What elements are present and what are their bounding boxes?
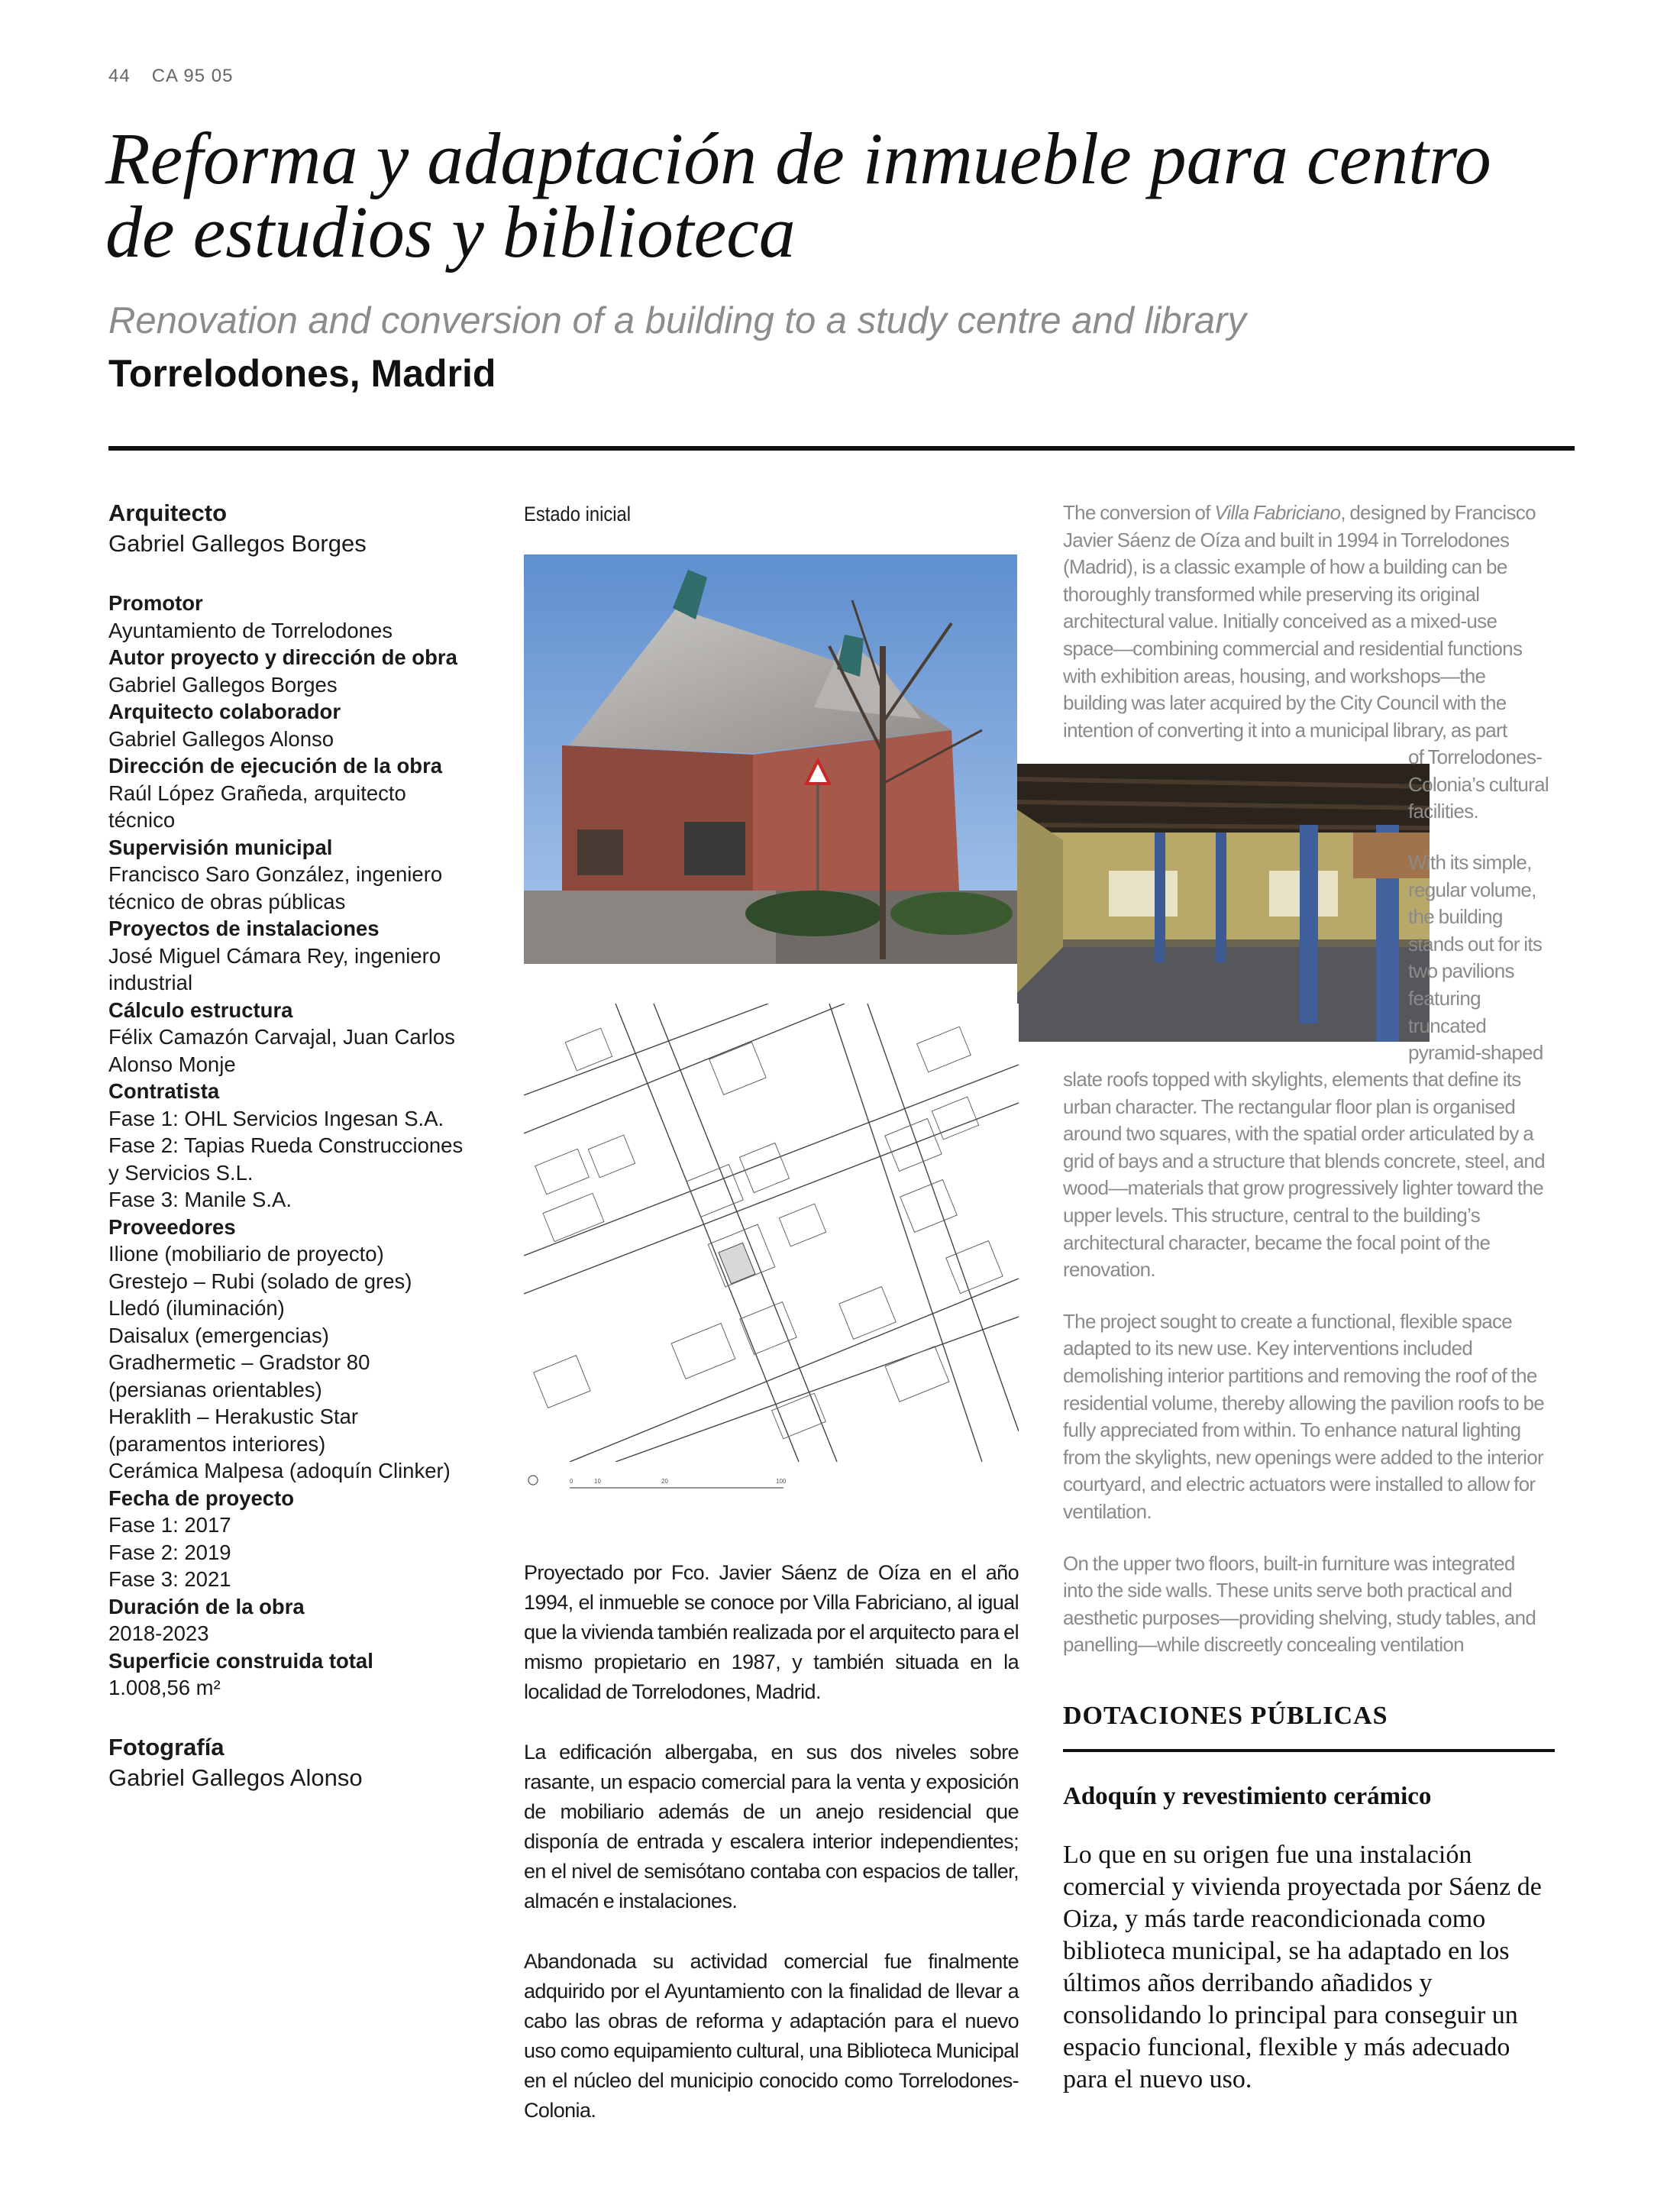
credit-value: Fase 2: 2019: [108, 1540, 231, 1564]
section-title: DOTACIONES PÚBLICAS: [1063, 1702, 1388, 1730]
spacer: [108, 559, 490, 590]
credit-value: industrial: [108, 971, 193, 994]
credit-value: y Servicios S.L.: [108, 1160, 254, 1185]
interior-photo-graphic: [1017, 764, 1430, 1042]
credit-value: Grestejo – Rubi (solado de gres): [108, 1269, 412, 1293]
credit-value: (paramentos interiores): [108, 1431, 326, 1456]
section-rule: [1063, 1749, 1555, 1752]
interior-photo: [1017, 764, 1430, 1042]
english-p2-narrow: With its simple, regular volume, the building stands out for its two pavilions featuring truncated pyramid-shaped: [1408, 851, 1543, 1065]
credit-value: Fase 2: Tapias Rueda Construcciones: [108, 1133, 464, 1157]
title-line-1: Reforma y adaptación de inmueble para centro: [105, 118, 1491, 199]
credit-value: Lledó (iluminación): [108, 1296, 285, 1320]
scale-tick-2: 20: [661, 1478, 668, 1485]
photo-label: Fotografía: [108, 1733, 225, 1760]
page-number: 44: [108, 66, 131, 86]
credit-label: Proveedores: [108, 1214, 236, 1239]
location: Torrelodones, Madrid: [108, 352, 496, 395]
credit-value: José Miguel Cámara Rey, ingeniero: [108, 943, 441, 968]
exterior-photo: [524, 554, 1017, 964]
credit-value: Fase 3: 2021: [108, 1567, 231, 1591]
scale-tick-0: 0: [570, 1478, 573, 1485]
scale-tick-3: 100: [776, 1478, 787, 1485]
plan-scale-bar: [524, 1465, 829, 1495]
photo-value: Gabriel Gallegos Alonso: [108, 1764, 363, 1791]
estado-label: Estado inicial: [524, 503, 632, 525]
exterior-photo-graphic: [524, 554, 1017, 964]
credit-label: Duración de la obra: [108, 1594, 305, 1618]
folio: [108, 66, 254, 87]
credit-value: Gabriel Gallegos Alonso: [108, 726, 334, 751]
title-line-2: de estudios y biblioteca: [105, 191, 796, 273]
issue-code: CA 95 05: [151, 66, 234, 86]
page-subtitle: Renovation and conversion of a building to a study centre and library: [108, 300, 1246, 341]
credit-value: Alonso Monje: [108, 1052, 236, 1076]
credit-value: técnico de obras públicas: [108, 889, 346, 913]
site-plan: [524, 1004, 1019, 1462]
credit-label: Arquitecto colaborador: [108, 700, 341, 723]
credit-label: Promotor: [108, 591, 203, 615]
credit-label: Autor proyecto y dirección de obra: [108, 645, 457, 669]
english-paragraph-4: On the upper two floors, built-in furniture was integrated into the side walls. These units serve both practical and aesthetic purposes—providing shelving, study tables, and panelling—while discreetly concealing ventilation: [1063, 1551, 1536, 1657]
english-p1-rest: , designed by Francisco Javier Sáenz de Oíza and built in 1994 in Torrelodones (Madrid), is a classic example of how a building can be thoroughly transformed while preserving its original architectural value. Initially conceived as a mixed-use space—combining commercial and residential functions with exhibition areas, housing, and workshops—the building was later acquired by the City Council with the intention of converting it into a municipal library, as part: [1063, 501, 1536, 742]
english-paragraph-2: [1063, 1066, 1546, 1683]
scale-tick-1: 10: [594, 1478, 601, 1485]
credit-value: (persianas orientables): [108, 1377, 322, 1402]
english-p1-italic: Villa Fabriciano: [1214, 501, 1341, 524]
credit-label: Dirección de ejecución de la obra: [108, 754, 443, 778]
credits-column: [108, 498, 490, 1793]
credit-label: Contratista: [108, 1079, 220, 1103]
scale-bar-graphic: [524, 1465, 829, 1495]
credit-value: Daisalux (emergencias): [108, 1323, 329, 1347]
spanish-paragraph-1: Proyectado por Fco. Javier Sáenz de Oíza en el año 1994, el inmueble se conoce por Villa Fabriciano, al igual que la vivienda también realizada por el arquitecto para el mismo propietario en 1987, y también situada en la localidad de Torrelodones, Madrid.: [524, 1561, 1019, 1703]
architect-label: Arquitecto: [108, 500, 227, 526]
page-title: [105, 118, 1602, 273]
english-p1-lead: The conversion of: [1063, 501, 1215, 524]
credit-list: [108, 590, 490, 1702]
english-p1-narrow: of Torrelodones-Colonia’s cultural facilities.: [1408, 745, 1549, 823]
credit-label: Superficie construida total: [108, 1648, 373, 1673]
spanish-paragraph-3: Abandonada su actividad comercial fue finalmente adquirido por el Ayuntamiento con la finalidad de llevar a cabo las obras de reforma y adaptación para el nuevo uso como equipamiento cultural, una Biblioteca Municipal en el núcleo del municipio conocido como Torrelodones-Colonia.: [524, 1950, 1019, 2122]
english-p2-rest: slate roofs topped with skylights, elements that define its urban character. The rectangular floor plan is organised around two squares, with the spatial order articulated by a grid of bays and a structure that blends concrete, steel, and wood—materials that grow progressively lighter toward the upper levels. This structure, central to the building’s architectural character, became the focal point of the renovation.: [1063, 1068, 1545, 1282]
spanish-paragraph-2: La edificación albergaba, en sus dos niveles sobre rasante, un espacio comercial para la venta y exposición de mobiliario además de un anejo residencial que disponía de entrada y escalera interior independientes; en el nivel de semisótano contaba con espacios de taller, almacén e instalaciones.: [524, 1741, 1019, 1912]
header-rule: [108, 446, 1575, 451]
credit-value: Raúl López Grañeda, arquitecto: [108, 781, 406, 805]
credit-value: Heraklith – Herakustic Star: [108, 1405, 359, 1428]
spacer: [108, 1702, 490, 1732]
credit-value: Fase 1: 2017: [108, 1513, 231, 1537]
english-paragraph-1: [1063, 500, 1546, 744]
site-plan-drawing: [524, 1004, 1019, 1462]
credit-value: 1.008,56 m²: [108, 1676, 221, 1699]
credit-label: Fecha de proyecto: [108, 1486, 294, 1510]
spanish-body-text: [524, 1558, 1019, 2156]
credit-value: técnico: [108, 808, 176, 832]
architect-value: Gabriel Gallegos Borges: [108, 530, 367, 557]
english-paragraph-3: The project sought to create a functional, flexible space adapted to its new use. Key interventions included demolishing interior partitions and removing the roof of the residential volume, thereby allowing the pavilion roofs to be fully appreciated from within. To enhance natural lighting from the skylights, new openings were added to the interior courtyard, and electric actuators were installed to allow for ventilation.: [1063, 1309, 1545, 1523]
credit-value: Francisco Saro González, ingeniero: [108, 862, 443, 886]
section-body: Lo que en su origen fue una instalación comercial y vivienda proyectada por Sáenz de Oiza, y más tarde reacondicionada como biblioteca municipal, se ha adaptado en los últimos años derribando añadidos y consolidando lo principal para conseguir un espacio funcional, flexible y más adecuado para el nuevo uso.: [1063, 1841, 1542, 2093]
section-subheading: Adoquín y revestimiento cerámico: [1063, 1783, 1432, 1810]
credit-label: Proyectos de instalaciones: [108, 917, 380, 940]
credit-value: Ilione (mobiliario de proyecto): [108, 1242, 384, 1266]
credit-value: Félix Camazón Carvajal, Juan Carlos: [108, 1025, 455, 1049]
credit-value: Gradhermetic – Gradstor 80: [108, 1350, 370, 1374]
credit-value: 2018-2023: [108, 1621, 209, 1645]
credit-label: Supervisión municipal: [108, 835, 333, 859]
credit-value: Fase 1: OHL Servicios Ingesan S.A.: [108, 1106, 444, 1130]
credit-value: Gabriel Gallegos Borges: [108, 672, 338, 697]
credit-value: Fase 3: Manile S.A.: [108, 1188, 292, 1211]
credit-label: Cálculo estructura: [108, 997, 293, 1022]
credit-value: Ayuntamiento de Torrelodones: [108, 618, 393, 642]
credit-value: Cerámica Malpesa (adoquín Clinker): [108, 1459, 451, 1482]
